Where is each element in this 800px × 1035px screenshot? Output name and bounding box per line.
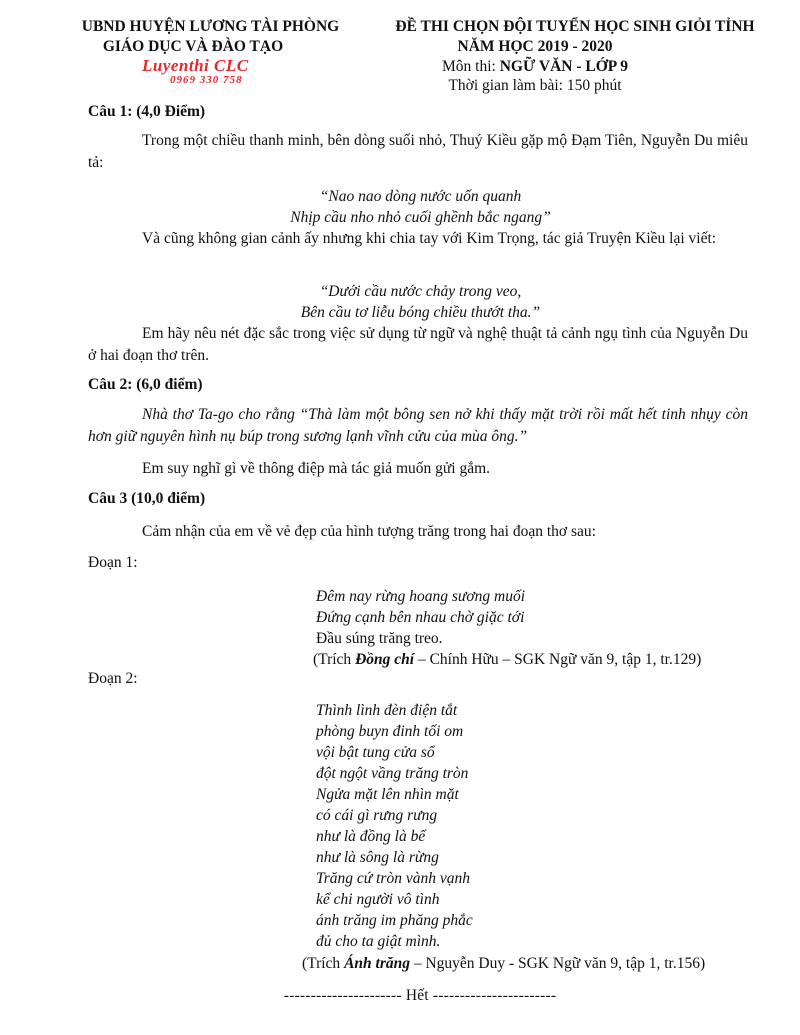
passage2-line: ánh trăng im phăng phắc	[316, 912, 473, 929]
passage1-label: Đoạn 1:	[88, 554, 138, 571]
end-marker: ---------------------- Hết -----------------------	[283, 987, 557, 1004]
q1-verse1-line2: Nhịp cầu nho nhỏ cuối ghềnh bắc ngang”	[290, 209, 551, 226]
exam-title: ĐỀ THI CHỌN ĐỘI TUYỂN HỌC SINH GIỎI TỈNH	[395, 18, 755, 35]
q2-quote: Nhà thơ Ta-go cho rằng “Thà làm một bông sen nở khi thấy mặt trời rồi mất hết tinh nhụy còn hơn giữ nguyên hình nụ búp trong sương lạnh vĩnh cửu của mùa ông.”	[88, 406, 748, 445]
passage1-source-post: – Chính Hữu – SGK Ngữ văn 9, tập 1, tr.129)	[414, 651, 702, 668]
q1-intro: Trong một chiều thanh minh, bên dòng suối nhỏ, Thuý Kiều gặp mộ Đạm Tiên, Nguyễn Du miêu tả:	[88, 132, 748, 171]
q1-mid: Và cũng không gian cảnh ấy nhưng khi chia tay với Kim Trọng, tác giả Truyện Kiều lại viết:	[142, 230, 717, 247]
logo-text: Luyenthi CLC	[142, 56, 249, 75]
school-year: NĂM HỌC 2019 - 2020	[457, 38, 613, 55]
q1-verse1-line1: “Nao nao dòng nước uốn quanh	[319, 188, 522, 205]
passage1-line: Đứng cạnh bên nhau chờ giặc tới	[316, 609, 525, 626]
passage1-source-pre: (Trích	[313, 651, 356, 668]
q1-verse2-line1: “Dưới cầu nước chảy trong veo,	[319, 283, 522, 300]
header-left-line1: UBND HUYỆN LƯƠNG TÀI PHÒNG	[81, 18, 340, 35]
q1-verse2-line2: Bên cầu tơ liễu bóng chiều thướt tha.”	[300, 304, 541, 321]
q3-title: Câu 3 (10,0 điểm)	[88, 490, 206, 507]
passage2-line: như là đồng là bể	[316, 828, 426, 845]
passage2-line: có cái gì rưng rưng	[316, 807, 438, 824]
subject-prefix: Môn thi:	[441, 58, 500, 75]
passage2-label: Đoạn 2:	[88, 670, 138, 687]
passage2-source-post: – Nguyễn Duy - SGK Ngữ văn 9, tập 1, tr.156)	[409, 955, 706, 972]
passage2-source	[302, 953, 705, 974]
header-left-line2: GIÁO DỤC VÀ ĐÀO TẠO	[102, 38, 284, 55]
passage2-line: như là sông là rừng	[316, 849, 439, 866]
passage2-line: Trăng cứ tròn vành vạnh	[316, 870, 470, 887]
subject: NGỮ VĂN - LỚP 9	[499, 58, 628, 75]
subject-line	[375, 58, 695, 76]
passage2-source-title: Ánh trăng	[344, 955, 410, 972]
passage2-line: đột ngột vầng trăng tròn	[316, 765, 469, 782]
passage1-source	[313, 649, 701, 670]
passage2-line: vội bật tung cửa sổ	[316, 744, 435, 761]
passage2-line: Ngửa mặt lên nhìn mặt	[316, 786, 459, 803]
time-limit: Thời gian làm bài: 150 phút	[448, 77, 622, 94]
q3-intro: Cảm nhận của em về vẻ đẹp của hình tượng trăng trong hai đoạn thơ sau:	[142, 523, 596, 540]
q2-title: Câu 2: (6,0 điểm)	[88, 376, 203, 393]
passage2-line: đủ cho ta giật mình.	[316, 933, 441, 950]
passage2-line: phòng buyn đinh tối om	[316, 723, 464, 740]
passage1-source-title: Đồng chí	[355, 651, 415, 668]
logo-phone: 0969 330 758	[170, 74, 243, 86]
passage1-line: Đêm nay rừng hoang sương muối	[316, 588, 526, 605]
passage2-line: Thình lình đèn điện tắt	[316, 702, 458, 719]
q2-task: Em suy nghĩ gì về thông điệp mà tác giả muốn gửi gắm.	[142, 460, 491, 477]
passage2-line: kể chi người vô tình	[316, 891, 440, 908]
passage2-source-pre: (Trích	[302, 955, 345, 972]
passage1-line: Đầu súng trăng treo.	[316, 630, 443, 647]
q1-task: Em hãy nêu nét đặc sắc trong việc sử dụng từ ngữ và nghệ thuật tả cảnh ngụ tình của Nguyễn Du ở hai đoạn thơ trên.	[88, 325, 748, 364]
q1-title: Câu 1: (4,0 Điểm)	[88, 103, 206, 120]
